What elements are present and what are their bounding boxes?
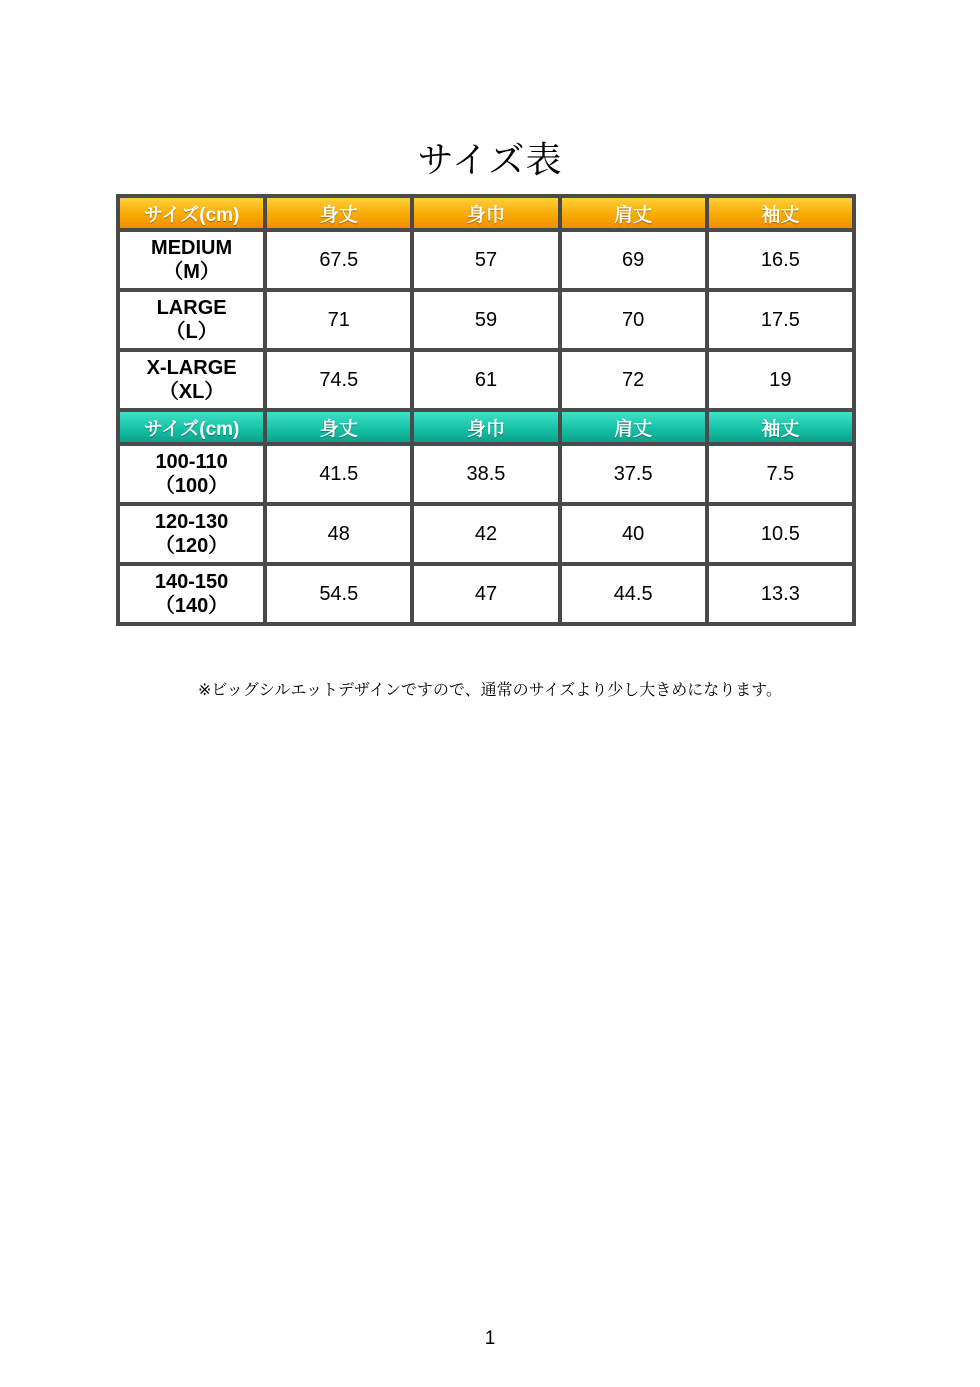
cell-shoulder: 72 <box>560 350 707 410</box>
cell-body-width: 59 <box>412 290 559 350</box>
size-code: （XL） <box>158 381 225 403</box>
header-body-length: 身丈 <box>265 196 412 230</box>
size-label <box>118 230 265 290</box>
table-row <box>118 290 854 350</box>
cell-sleeve: 10.5 <box>707 504 854 564</box>
size-label <box>118 290 265 350</box>
cell-body-width: 42 <box>412 504 559 564</box>
cell-sleeve: 16.5 <box>707 230 854 290</box>
cell-body-length: 71 <box>265 290 412 350</box>
header-shoulder: 肩丈 <box>560 196 707 230</box>
cell-sleeve: 13.3 <box>707 564 854 624</box>
size-code: （120） <box>154 535 229 557</box>
table-header-row <box>118 196 854 230</box>
table-row <box>118 230 854 290</box>
cell-sleeve: 19 <box>707 350 854 410</box>
header-size: サイズ(cm) <box>118 410 265 444</box>
size-code: （100） <box>154 475 229 497</box>
size-name: 140-150 <box>154 571 229 593</box>
table-row <box>118 350 854 410</box>
table-row <box>118 444 854 504</box>
cell-body-length: 41.5 <box>265 444 412 504</box>
page-number: 1 <box>484 1328 496 1349</box>
cell-body-length: 74.5 <box>265 350 412 410</box>
cell-body-width: 57 <box>412 230 559 290</box>
header-body-width: 身巾 <box>412 196 559 230</box>
cell-body-length: 48 <box>265 504 412 564</box>
page-title: サイズ表 <box>417 140 563 181</box>
table-header-row <box>118 410 854 444</box>
header-shoulder: 肩丈 <box>560 410 707 444</box>
size-table <box>116 194 856 626</box>
header-sleeve: 袖丈 <box>707 410 854 444</box>
size-label <box>118 350 265 410</box>
cell-sleeve: 17.5 <box>707 290 854 350</box>
cell-sleeve: 7.5 <box>707 444 854 504</box>
cell-body-width: 38.5 <box>412 444 559 504</box>
cell-body-length: 67.5 <box>265 230 412 290</box>
table-row <box>118 504 854 564</box>
size-label <box>118 564 265 624</box>
size-name: MEDIUM <box>151 237 233 259</box>
cell-shoulder: 69 <box>560 230 707 290</box>
size-code: （140） <box>154 595 229 617</box>
cell-shoulder: 40 <box>560 504 707 564</box>
cell-body-width: 61 <box>412 350 559 410</box>
header-body-width: 身巾 <box>412 410 559 444</box>
size-name: LARGE <box>156 297 227 319</box>
cell-shoulder: 44.5 <box>560 564 707 624</box>
size-label <box>118 504 265 564</box>
size-code: （L） <box>165 321 218 343</box>
size-name: 120-130 <box>154 511 229 533</box>
size-name: 100-110 <box>155 451 228 473</box>
size-code: （M） <box>163 261 220 283</box>
cell-shoulder: 37.5 <box>560 444 707 504</box>
table-row <box>118 564 854 624</box>
cell-shoulder: 70 <box>560 290 707 350</box>
header-size: サイズ(cm) <box>118 196 265 230</box>
size-note: ※ビッグシルエットデザインですので、通常のサイズより少し大きめになります。 <box>197 680 783 699</box>
cell-body-width: 47 <box>412 564 559 624</box>
header-body-length: 身丈 <box>265 410 412 444</box>
header-sleeve: 袖丈 <box>707 196 854 230</box>
size-name: X-LARGE <box>146 357 237 379</box>
cell-body-length: 54.5 <box>265 564 412 624</box>
size-label <box>118 444 265 504</box>
